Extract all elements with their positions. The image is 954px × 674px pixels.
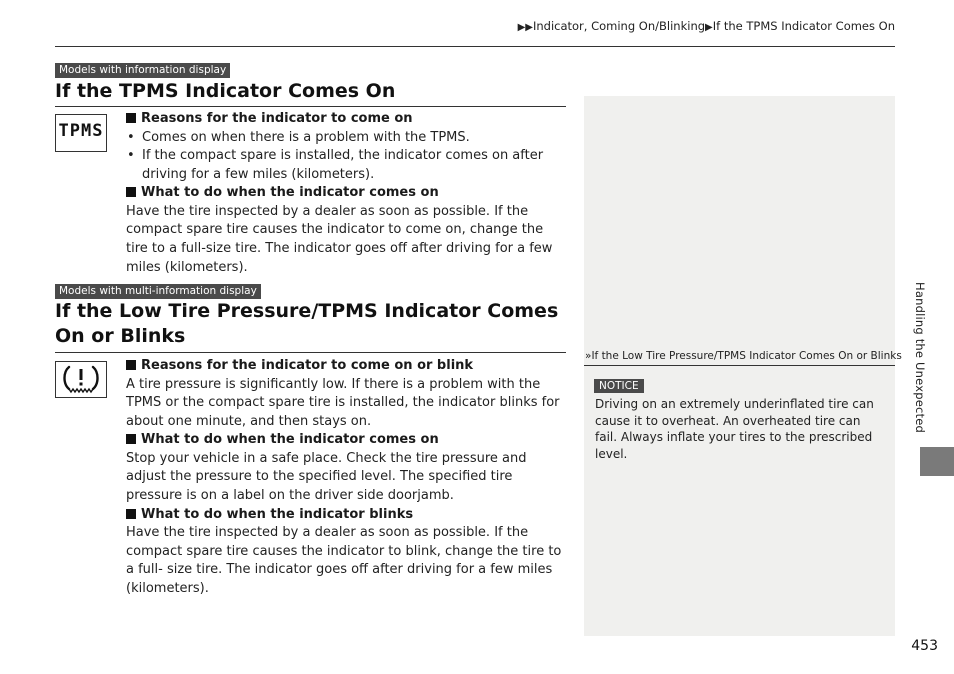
notice-badge: NOTICE bbox=[594, 379, 644, 393]
reference-icon: » bbox=[585, 350, 592, 362]
side-note bbox=[584, 350, 902, 462]
section-divider bbox=[55, 352, 566, 353]
todo-heading: What to do when the indicator comes on bbox=[126, 184, 566, 203]
arrow-icon: ▶ bbox=[705, 22, 713, 33]
model-label-multi-information-display: Models with multi-information display bbox=[55, 284, 261, 299]
section1-content bbox=[126, 110, 566, 277]
square-bullet-icon bbox=[126, 113, 136, 123]
side-note-panel bbox=[584, 96, 902, 636]
square-bullet-icon bbox=[126, 509, 136, 519]
square-bullet-icon bbox=[126, 434, 136, 444]
model-label-information-display: Models with information display bbox=[55, 63, 230, 78]
notice-text: Driving on an extremely underinflated tire can cause it to overheat. An overheated tire can fail. Always inflate your tires to the prescribed level. bbox=[595, 397, 874, 461]
comes-on-text: Stop your vehicle in a safe place. Check the tire pressure and adjust the pressure to the specified level. The specified tire pressure is on a label on the driver side doorjamb. bbox=[126, 450, 527, 503]
breadcrumb-part-2[interactable]: If the TPMS Indicator Comes On bbox=[712, 19, 895, 33]
chapter-tab-marker bbox=[920, 447, 954, 476]
double-arrow-icon: ▶▶ bbox=[517, 22, 533, 33]
low-tire-pressure-indicator-icon bbox=[55, 361, 107, 398]
blinks-heading: What to do when the indicator blinks bbox=[126, 506, 566, 525]
list-item: • Comes on when there is a problem with the TPMS. bbox=[126, 129, 566, 148]
chapter-tab-label[interactable]: Handling the Unexpected bbox=[913, 282, 927, 434]
tpms-indicator-icon bbox=[55, 114, 107, 152]
breadcrumb bbox=[518, 19, 895, 33]
breadcrumb-part-1[interactable]: Indicator, Coming On/Blinking bbox=[532, 19, 706, 33]
tire-pressure-warning-icon bbox=[56, 362, 106, 397]
reasons-list bbox=[126, 129, 566, 185]
side-note-title: »If the Low Tire Pressure/TPMS Indicator Comes On or Blinks bbox=[585, 350, 902, 362]
list-item: • If the compact spare is installed, the indicator comes on after driving for a few miles (kilometers). bbox=[126, 147, 566, 184]
reasons-heading: Reasons for the indicator to come on or blink bbox=[126, 357, 566, 376]
section-title-tpms: If the TPMS Indicator Comes On bbox=[55, 80, 396, 102]
comes-on-heading: What to do when the indicator comes on bbox=[126, 431, 566, 450]
blinks-text: Have the tire inspected by a dealer as soon as possible. If the compact spare tire causes the indicator to blink, change the tire to a full- size tire. The indicator goes off after driving for a few miles (kilometers). bbox=[126, 525, 562, 596]
section-divider bbox=[55, 106, 566, 107]
square-bullet-icon bbox=[126, 187, 136, 197]
reasons-text: A tire pressure is significantly low. If there is a problem with the TPMS or the compact spare tire is installed, the indicator blinks for about one minute, and then stays on. bbox=[126, 376, 560, 429]
section-title-low-tire-pressure: If the Low Tire Pressure/TPMS Indicator Comes On or Blinks bbox=[55, 300, 559, 347]
page-number: 453 bbox=[911, 638, 938, 654]
section2-content bbox=[126, 357, 566, 598]
todo-text: Have the tire inspected by a dealer as soon as possible. If the compact spare tire causes the indicator to come on, change the tire to a full-size tire. The indicator goes off after driving for a few miles (kilometers). bbox=[126, 203, 553, 275]
tpms-icon-label: TPMS bbox=[58, 121, 104, 141]
square-bullet-icon bbox=[126, 360, 136, 370]
top-divider bbox=[55, 46, 895, 47]
reasons-heading: Reasons for the indicator to come on bbox=[126, 110, 566, 129]
